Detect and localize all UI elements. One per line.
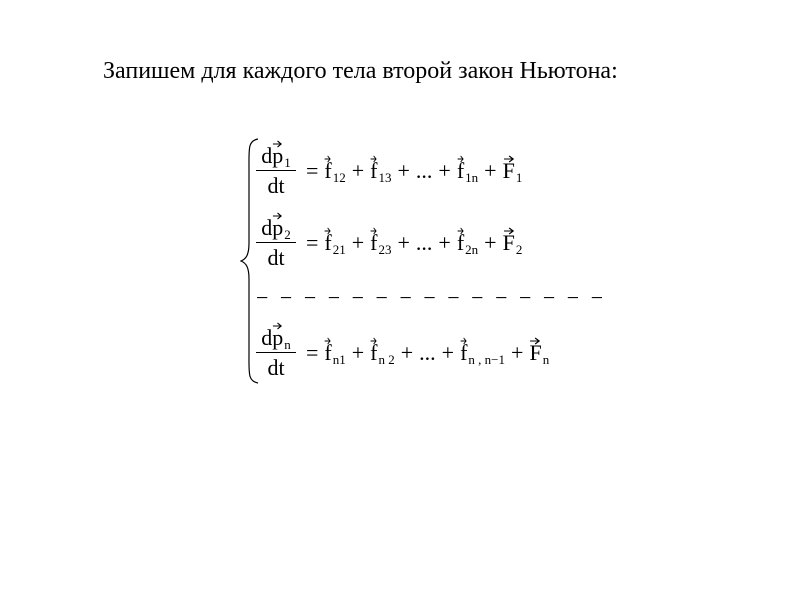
operator: = [306, 158, 319, 183]
vector-f [457, 157, 464, 185]
vector-f [324, 339, 331, 367]
numerator [256, 324, 296, 351]
subscript: 1 [515, 170, 523, 185]
operator: = [306, 230, 319, 255]
numerator [256, 142, 296, 169]
math-symbol: d [261, 143, 273, 168]
math-symbol: ... [415, 158, 433, 183]
vector-p [272, 214, 283, 242]
vector-arrow-icon [272, 210, 283, 220]
vector-f [457, 229, 464, 257]
vector-F [503, 229, 515, 257]
subscript: n , n−1 [468, 352, 506, 367]
operator: + [351, 158, 365, 183]
vector-arrow-icon [370, 153, 377, 163]
subscript: 2 [284, 227, 291, 242]
math-symbol: f [460, 340, 468, 365]
denominator: dt [267, 173, 285, 198]
operator: = [306, 340, 319, 365]
vector-arrow-icon [272, 138, 283, 148]
math-symbol: f [456, 230, 465, 255]
numerator [256, 214, 296, 241]
vector-p [272, 324, 283, 352]
math-symbol: f [324, 340, 332, 365]
right-hand-side [300, 229, 522, 257]
vector-p [272, 142, 283, 170]
derivative-fraction [256, 214, 296, 270]
vector-arrow-icon [457, 225, 464, 235]
operator: + [511, 340, 524, 365]
operator: + [397, 158, 410, 183]
vector-arrow-icon [457, 153, 464, 163]
operator: + [351, 340, 365, 365]
subscript: n [542, 352, 550, 367]
vector-arrow-icon [324, 153, 331, 163]
vector-arrow-icon [324, 225, 331, 235]
math-symbol: f [324, 230, 332, 255]
operator: + [438, 158, 451, 183]
vector-f [370, 339, 377, 367]
math-symbol: d [261, 215, 273, 240]
operator: + [438, 230, 451, 255]
math-symbol: p [272, 215, 284, 240]
subscript: n 2 [378, 352, 395, 367]
math-symbol: ... [415, 230, 433, 255]
subscript: 23 [378, 242, 392, 257]
right-hand-side [300, 157, 522, 185]
operator: + [400, 340, 414, 365]
math-symbol: f [370, 158, 378, 183]
vector-arrow-icon [460, 335, 467, 345]
vector-arrow-icon [324, 335, 331, 345]
vector-arrow-icon [503, 153, 515, 163]
fraction-bar [256, 242, 296, 243]
vector-f [324, 157, 331, 185]
vector-arrow-icon [503, 225, 515, 235]
fraction-bar [256, 170, 296, 171]
right-hand-side [300, 339, 549, 367]
subscript: 2n [465, 242, 479, 257]
operator: + [397, 230, 410, 255]
operator: + [351, 230, 365, 255]
math-symbol: f [324, 158, 332, 183]
math-symbol: F [502, 158, 515, 183]
subscript: 2 [515, 242, 523, 257]
derivative-fraction [256, 142, 296, 198]
subscript: 12 [332, 170, 346, 185]
denominator: dt [267, 245, 285, 270]
vector-f [460, 339, 467, 367]
vector-arrow-icon [529, 335, 541, 345]
math-symbol: f [370, 230, 378, 255]
slide-heading: Запишем для каждого тела второй закон Ньютона: [103, 58, 618, 84]
operator: + [484, 158, 497, 183]
vector-F [529, 339, 541, 367]
subscript: 13 [378, 170, 392, 185]
subscript: 21 [332, 242, 346, 257]
math-symbol: d [261, 325, 273, 350]
math-symbol: F [529, 340, 542, 365]
subscript: 1n [465, 170, 479, 185]
vector-arrow-icon [272, 320, 283, 330]
derivative-fraction [256, 324, 296, 380]
vector-arrow-icon [370, 335, 377, 345]
operator: + [441, 340, 455, 365]
subscript: 1 [284, 155, 291, 170]
vector-f [324, 229, 331, 257]
subscript: n [284, 337, 291, 352]
vector-f [370, 157, 377, 185]
math-symbol: p [272, 143, 284, 168]
math-symbol: ... [419, 340, 436, 365]
math-symbol: p [272, 325, 284, 350]
vector-arrow-icon [370, 225, 377, 235]
equation-system [230, 134, 607, 388]
math-symbol: f [456, 158, 465, 183]
vector-f [370, 229, 377, 257]
operator: + [484, 230, 497, 255]
math-symbol: f [370, 340, 378, 365]
vector-F [503, 157, 515, 185]
separator-dashes: − − − − − − − − − − − − − − − [256, 285, 607, 310]
denominator: dt [267, 355, 285, 380]
fraction-bar [256, 352, 296, 353]
math-symbol: F [502, 230, 515, 255]
subscript: n1 [332, 352, 346, 367]
